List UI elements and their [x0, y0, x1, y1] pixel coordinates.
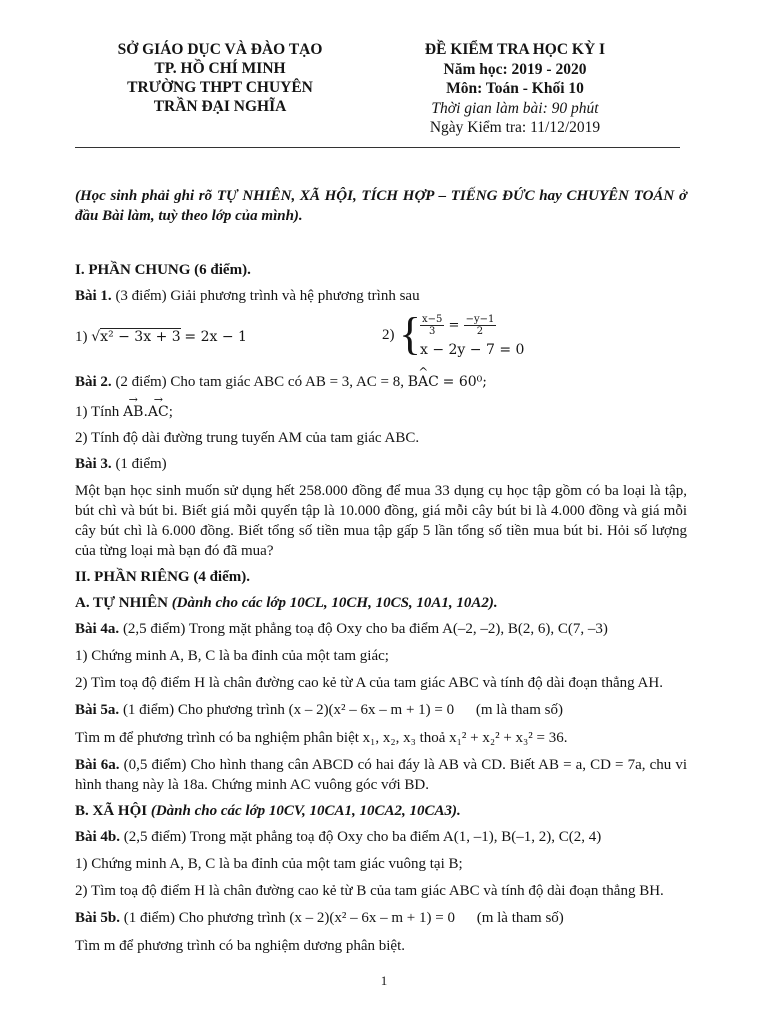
problem-5a-text: (1 điểm) Cho phương trình (x – 2)(x² – 6x – m + 1) = 0: [122, 702, 455, 718]
section-b-heading: [75, 801, 687, 821]
problem-2-q1-prefix: 1) Tính: [75, 404, 120, 420]
section-a-heading: [75, 593, 687, 613]
problem-2-text: (2 điểm) Cho tam giác ABC có AB = 3, AC = 8,: [115, 374, 405, 390]
fraction-1: $\frac{x-5}{3}$: [422, 314, 443, 337]
equation-1-rhs: = 2x − 1: [184, 329, 247, 345]
problem-6a: [75, 755, 687, 795]
problem-2-q1: [75, 402, 687, 422]
part1-title: I. PHẦN CHUNG (6 điểm).: [75, 262, 251, 278]
dot-operator: .: [143, 404, 148, 420]
problem-4b-q1: 1) Chứng minh A, B, C là ba đỉnh của một tam giác vuông tại B;: [75, 856, 463, 872]
problem-4a-q1: 1) Chứng minh A, B, C là ba đỉnh của một tam giác;: [75, 648, 389, 664]
exam-header: [400, 40, 630, 138]
problem-4b: [75, 827, 687, 847]
problem-5a: [75, 700, 687, 720]
problem-5a-param: (m là tham số): [475, 702, 563, 718]
problem-5a-label: Bài 5a.: [75, 702, 120, 718]
problem-4b-text: (2,5 điểm) Trong mặt phẳng toạ độ Oxy cho ba điểm A(1, –1), B(–1, 2), C(2, 4): [123, 829, 602, 845]
problem-3-heading: [75, 454, 687, 474]
exam-duration: Thời gian làm bài: 90 phút: [431, 99, 599, 117]
problem-6a-text: (0,5 điểm) Cho hình thang cân ABCD có hai đáy là AB và CD. Biết AB = a, CD = 7a, chu vi hình thang này là 18a. Chứng minh AC vuông góc với BD.: [75, 757, 687, 793]
vector-ab: → AB: [123, 402, 143, 422]
page-number: 1: [380, 973, 388, 988]
angle-bac: ^ BAC: [408, 372, 439, 392]
problem-4b-q2: 2) Tìm toạ độ điểm H là chân đường cao kẻ từ B của tam giác ABC và tính độ dài đoạn thẳng BH.: [75, 883, 664, 899]
problem-1: [75, 286, 687, 306]
exam-title: ĐỀ KIỂM TRA HỌC KỲ I: [424, 41, 606, 58]
problem-1-label: Bài 1.: [75, 288, 112, 304]
equation-1: [75, 327, 687, 347]
equation-2-prefix: 2): [382, 327, 395, 343]
section-b-subtitle: (Dành cho các lớp 10CV, 10CA1, 10CA2, 10CA3).: [150, 803, 461, 819]
problem-5b-text: (1 điểm) Cho phương trình (x – 2)(x² – 6x – m + 1) = 0: [123, 910, 455, 926]
problem-4a-label: Bài 4a.: [75, 621, 120, 637]
fraction-2: $\frac{-y-1}{2}$: [465, 314, 495, 337]
equation-system-2: [382, 308, 582, 362]
problem-5a-q: Tìm m để phương trình có ba nghiệm phân biệt x₁, x₂, x₃ thoả x₁² + x₂² + x₃² = 36.: [75, 730, 568, 746]
equation-1-prefix: 1): [75, 329, 88, 345]
problem-5b: [75, 908, 687, 928]
problem-2-q2: 2) Tính độ dài đường trung tuyến AM của tam giác ABC.: [75, 430, 420, 446]
school-name-line1: TRƯỜNG THPT CHUYÊN: [127, 79, 313, 96]
equals-sign: =: [444, 317, 464, 333]
section-a-title: A. TỰ NHIÊN: [75, 595, 168, 611]
department-name: SỞ GIÁO DỤC VÀ ĐÀO TẠO: [117, 41, 323, 58]
subject-line: Môn: Toán - Khối 10: [446, 80, 584, 97]
system-line-1: [420, 314, 496, 337]
problem-4a-text: (2,5 điểm) Trong mặt phẳng toạ độ Oxy cho ba điểm A(–2, –2), B(2, 6), C(7, –3): [122, 621, 608, 637]
problem-3-label: Bài 3.: [75, 456, 112, 472]
city-name: TP. HỒ CHÍ MINH: [154, 60, 286, 77]
problem-5b-param: (m là tham số): [476, 910, 564, 926]
problem-1-text: (3 điểm) Giải phương trình và hệ phương trình sau: [115, 288, 420, 304]
system-line-2: x − 2y − 7 = 0: [420, 342, 525, 358]
semicolon: ;: [168, 404, 173, 420]
problem-4b-label: Bài 4b.: [75, 829, 121, 845]
angle-value: = 60⁰;: [442, 374, 487, 390]
exam-date: Ngày Kiểm tra: 11/12/2019: [429, 119, 601, 136]
section-a-subtitle: (Dành cho các lớp 10CL, 10CH, 10CS, 10A1, 10A2).: [171, 595, 498, 611]
instruction-note: (Học sinh phải ghi rõ TỰ NHIÊN, XÃ HỘI, TÍCH HỢP – TIẾNG ĐỨC hay CHUYÊN TOÁN ở đầu Bài làm, tuỳ theo lớp của mình).: [75, 188, 687, 224]
part2-title: II. PHẦN RIÊNG (4 điểm).: [75, 569, 250, 585]
problem-4a-q2: 2) Tìm toạ độ điểm H là chân đường cao kẻ từ A của tam giác ABC và tính độ dài đoạn thẳng AH.: [75, 675, 663, 691]
problem-3-points: (1 điểm): [115, 456, 167, 472]
vector-ac: → AC: [148, 402, 169, 422]
system-brace: {: [399, 308, 422, 359]
problem-2: [75, 372, 687, 392]
problem-2-label: Bài 2.: [75, 374, 112, 390]
problem-5b-q: Tìm m để phương trình có ba nghiệm dương phân biệt.: [75, 938, 405, 954]
problem-6a-label: Bài 6a.: [75, 757, 120, 773]
equation-1-radicand: x² − 3x + 3: [100, 329, 181, 345]
sqrt-symbol: √: [91, 329, 101, 345]
school-year: Năm học: 2019 - 2020: [443, 60, 587, 78]
section-b-title: B. XÃ HỘI: [75, 803, 148, 819]
problem-3-text: Một bạn học sinh muốn sử dụng hết 258.000 đồng để mua 33 dụng cụ học tập gồm có ba loại là tập, bút chì và bút bi. Biết giá mỗi quyển tập là 10.000 đồng, giá mỗi cây bút bi là 4.000 đồng và giá mỗi cây bút chì là 6.000 đồng. Biết tổng số tiền mua tập gấp 5 lần tổng số tiền mua bút bi. Hỏi số lượng của từng loại mà bạn đó đã mua?: [75, 483, 687, 559]
school-header: [100, 40, 340, 116]
school-name-line2: TRẦN ĐẠI NGHĨA: [153, 98, 287, 115]
problem-4a: [75, 619, 687, 639]
header-divider: [75, 147, 680, 148]
problem-5b-label: Bài 5b.: [75, 910, 121, 926]
